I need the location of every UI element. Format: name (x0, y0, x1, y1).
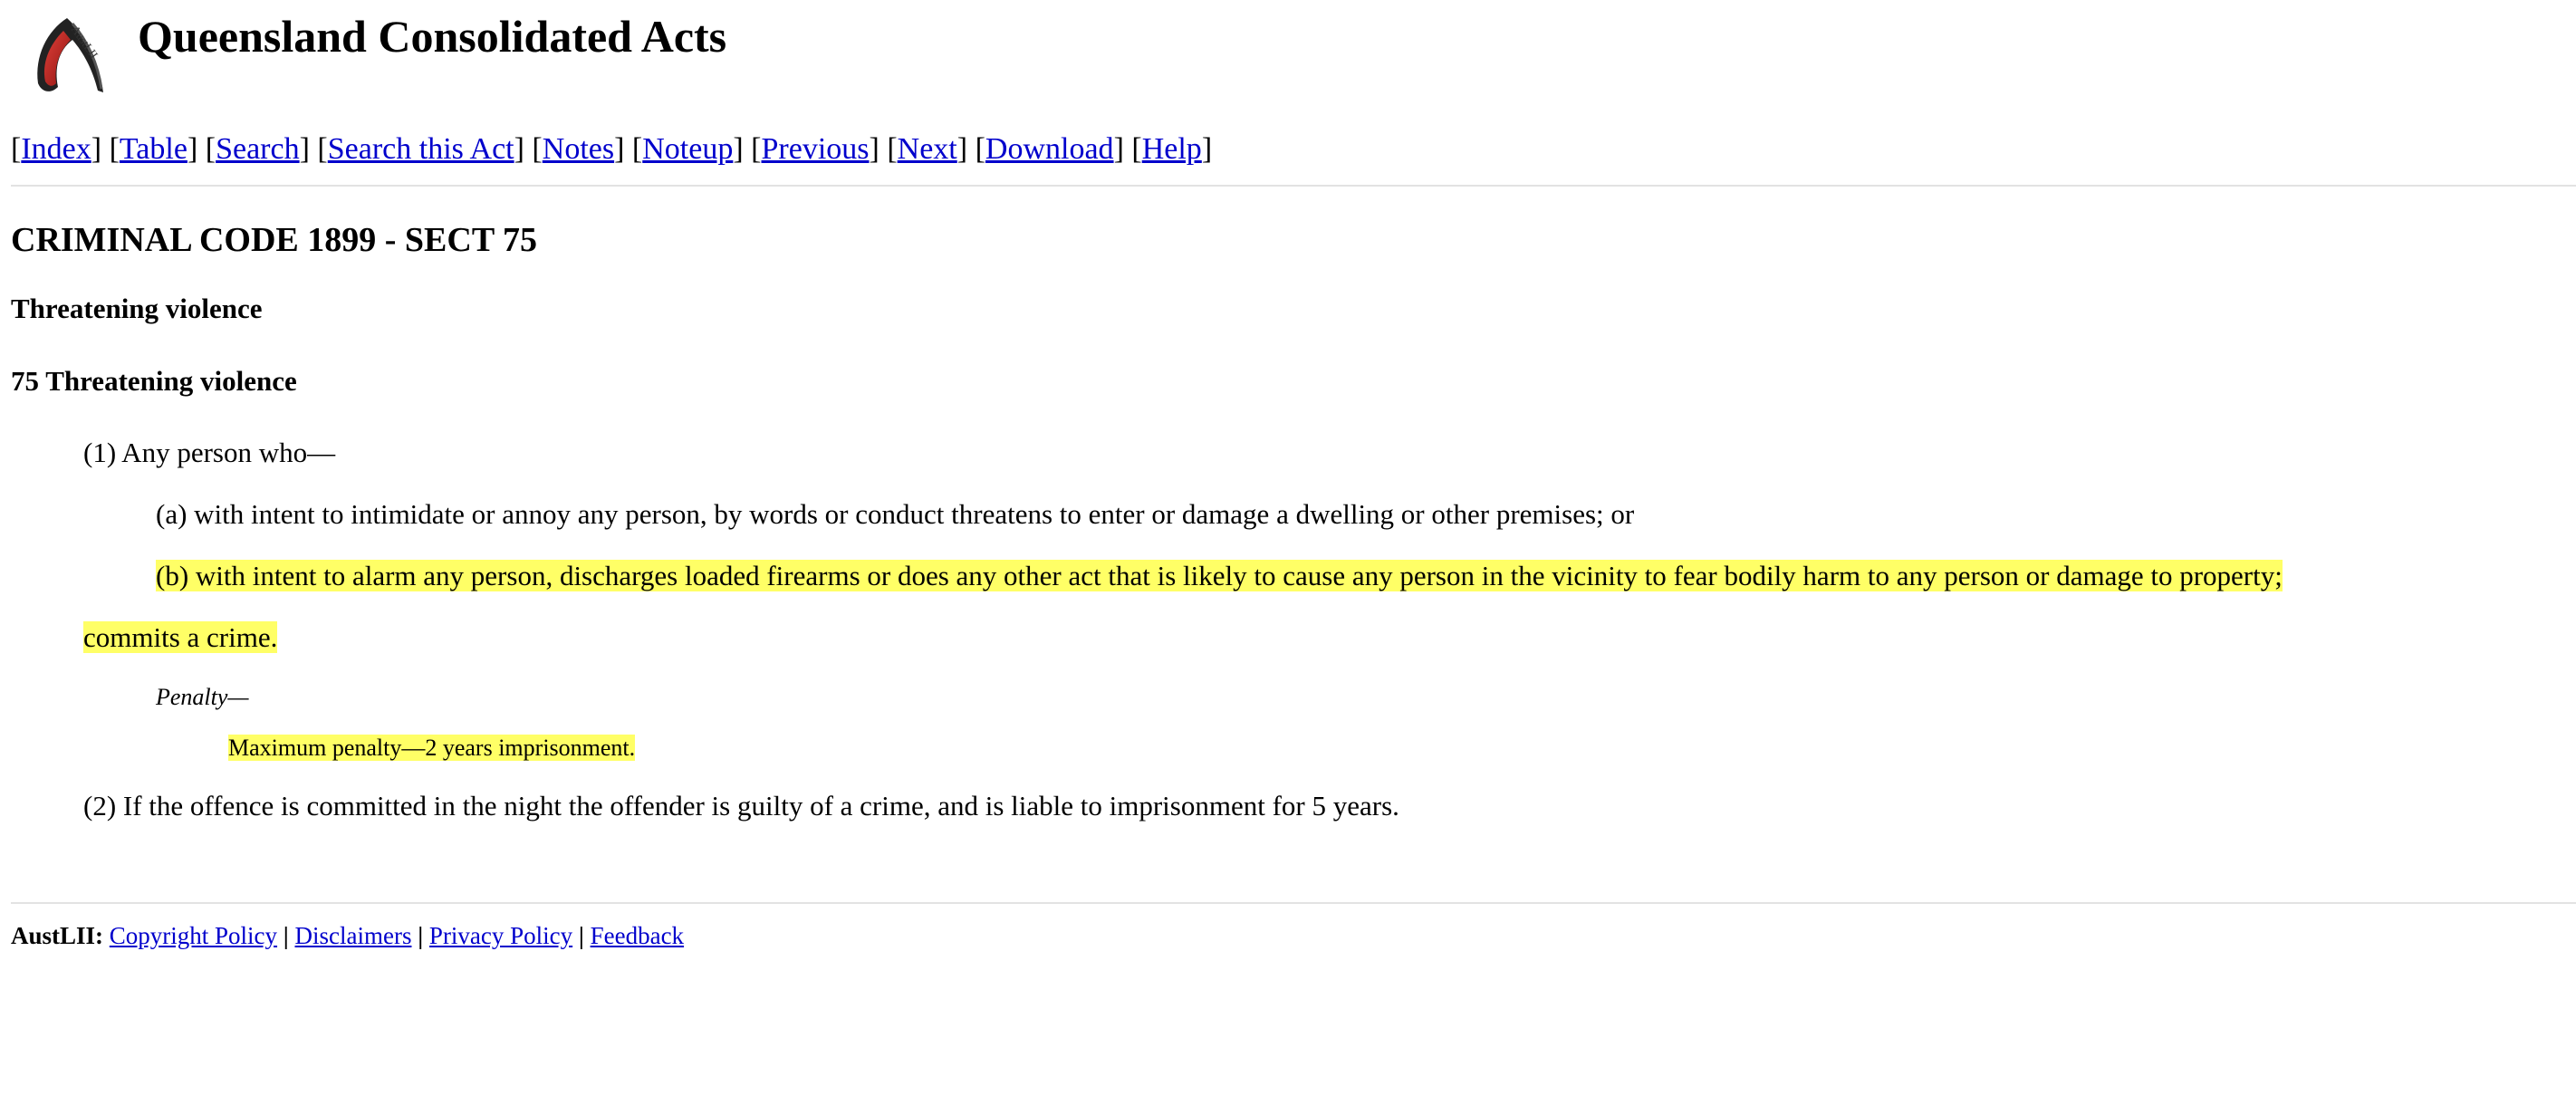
penalty-text (228, 732, 635, 764)
top-divider (11, 185, 2576, 187)
disclaimers-link[interactable]: Disclaimers (294, 922, 412, 949)
footer-separator: | (283, 922, 289, 949)
paragraph-b (156, 555, 2283, 597)
footer (11, 919, 684, 952)
austlii-logo-icon[interactable] (27, 9, 105, 96)
privacy-policy-link[interactable]: Privacy Policy (428, 922, 573, 949)
nav-search-link[interactable]: Search (216, 132, 300, 166)
footer-separator: | (418, 922, 424, 949)
nav-previous-link[interactable]: Previous (761, 132, 870, 166)
nav-index-link[interactable]: Index (21, 132, 91, 166)
nav-table-link[interactable]: Table (119, 132, 187, 166)
highlight-penalty: Maximum penalty—2 years imprisonment. (228, 735, 636, 761)
subsection-2: (2) If the offence is committed in the night the offender is guilty of a crime, and is liable to imprisonment for 5 years. (83, 790, 1399, 822)
penalty-label: Penalty— (156, 684, 249, 710)
paragraph-a: (a) with intent to intimidate or annoy any person, by words or conduct threatens to enter or damage a dwelling or other premises; or (156, 498, 1635, 530)
nav-bar: [Index] [Table] [Search] [Search this Act] [Notes] [Noteup] [Previous] [Next] [Download] [Help] (11, 132, 1213, 166)
copyright-policy-link[interactable]: Copyright Policy (109, 922, 278, 949)
part-heading: Threatening violence (11, 293, 263, 324)
nav-next-link[interactable]: Next (897, 132, 957, 166)
section-heading: 75 Threatening violence (11, 365, 297, 397)
logo-text: AustLII (68, 23, 101, 62)
footer-label: AustLII: (11, 922, 104, 949)
subsection-1: (1) Any person who— (83, 437, 336, 468)
nav-help-link[interactable]: Help (1141, 132, 1202, 166)
nav-search-this-act-link[interactable]: Search this Act (327, 132, 514, 166)
feedback-link[interactable]: Feedback (590, 922, 685, 949)
section-title: CRIMINAL CODE 1899 - SECT 75 (11, 221, 537, 259)
commits-crime-text (83, 617, 277, 658)
highlight-commits-crime: commits a crime. (83, 621, 278, 653)
highlight-paragraph-b: (b) with intent to alarm any person, discharges loaded firearms or does any other act that is likely to cause any person in the vicinity to fear bodily harm to any person or damage to property; (156, 560, 2283, 591)
bottom-divider (11, 902, 2576, 904)
nav-notes-link[interactable]: Notes (542, 132, 615, 166)
nav-noteup-link[interactable]: Noteup (642, 132, 734, 166)
footer-separator: | (578, 922, 584, 949)
site-title: Queensland Consolidated Acts (138, 11, 727, 62)
nav-download-link[interactable]: Download (985, 132, 1114, 166)
